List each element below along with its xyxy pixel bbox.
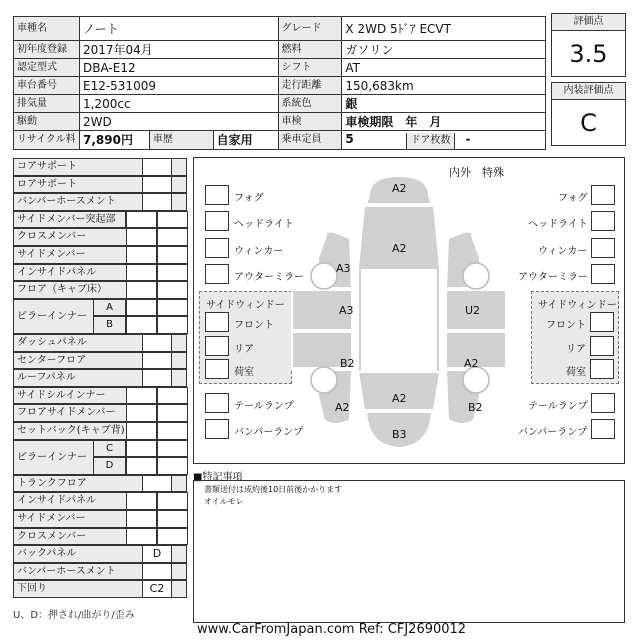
spec-value: 2WD — [79, 113, 278, 131]
part-rear-left-quarter: A2 — [335, 401, 350, 414]
frame-part-value — [157, 492, 188, 510]
bumperlamp-left-label: バンパーランプ — [234, 427, 304, 438]
spec-value: DBA-E12 — [79, 59, 278, 77]
diagram-title: 内外 特殊 — [449, 166, 504, 179]
frame-part-value — [142, 334, 172, 352]
spec-value-inspection: 車検期限 年 月 — [342, 113, 546, 131]
frame-part-value — [142, 158, 172, 176]
frame-part-label: バンパーホースメント — [13, 193, 187, 211]
spec-label: 走行距離 — [278, 77, 342, 95]
damage-diagram — [193, 157, 625, 464]
interior-score-label: 内装評価点 — [552, 83, 625, 100]
frame-part-value — [126, 228, 157, 246]
sw-cargo-left-label: 荷室 — [234, 367, 254, 378]
tail-right-label: テールランプ — [528, 401, 588, 412]
spec-label: 系統色 — [278, 95, 342, 113]
part-rear-left-door: B2 — [340, 357, 355, 370]
wheel-front-right — [463, 263, 489, 289]
frame-part-label: ロアサポート — [13, 176, 187, 194]
spec-value-model: ノート — [79, 17, 278, 41]
pillar-sub-label: A — [93, 299, 126, 317]
sw-front-left-label: フロント — [234, 320, 274, 331]
sw-front-right-label: フロント — [546, 320, 586, 331]
frame-part-value: C2 — [142, 580, 172, 598]
frame-part-value — [126, 264, 157, 282]
spec-value: 銀 — [342, 95, 546, 113]
overall-score-box — [551, 13, 626, 77]
frame-part-value — [126, 440, 157, 458]
spec-label: 排気量 — [14, 95, 80, 113]
frame-part-label: サイドシルインナー — [13, 387, 187, 405]
frame-part-value — [126, 211, 157, 229]
frame-part-value — [157, 387, 188, 405]
doors-value: - — [465, 132, 471, 146]
doors-label: ドア枚数 — [406, 133, 456, 149]
spec-value-capacity — [342, 131, 546, 150]
notes-line: オイルモレ — [204, 497, 244, 506]
spec-label: 乗車定員 — [278, 131, 342, 150]
frame-part-value — [126, 492, 157, 510]
notes-header: ■特記事項 — [193, 472, 243, 483]
spec-value: E12-531009 — [79, 77, 278, 95]
roof-center-panel — [360, 268, 438, 372]
frame-part-label: 下回り — [13, 580, 187, 598]
pillar-sub-label: B — [93, 316, 126, 334]
frame-part-value — [157, 246, 188, 264]
frame-part-value — [126, 246, 157, 264]
frame-part-value — [157, 404, 188, 422]
part-rear-right-quarter: B2 — [468, 401, 483, 414]
part-rear-top: A2 — [392, 392, 407, 405]
frame-part-value — [126, 510, 157, 528]
sw-rear-right-label: リア — [566, 344, 586, 355]
frame-part-label: ピラーインナー — [13, 440, 101, 475]
frame-part-value — [157, 457, 188, 475]
winker-right-label: ウィンカー — [538, 246, 588, 257]
frame-part-label: ピラーインナー — [13, 299, 101, 334]
frame-part-value — [126, 316, 157, 334]
notes-box — [193, 480, 625, 623]
spec-value: ガソリン — [342, 41, 546, 59]
part-front-left-fender: A3 — [336, 262, 351, 275]
frame-part-label: サイドメンバー — [13, 510, 187, 528]
frame-part-value — [126, 281, 157, 299]
part-rear-right-door: A2 — [464, 357, 479, 370]
frame-part-label: バックパネル — [13, 545, 187, 563]
frame-part-label: ダッシュパネル — [13, 334, 187, 352]
headlight-left-label: ヘッドライト — [234, 219, 294, 230]
frame-part-label: インサイドパネル — [13, 264, 187, 282]
frame-part-label: センターフロア — [13, 352, 187, 370]
legend-note: U、D：押され/曲がり/歪み — [13, 610, 135, 621]
frame-part-label: トランクフロア — [13, 475, 187, 493]
spec-value-recycle: 7,890円 — [79, 131, 149, 150]
wheel-rear-right — [463, 367, 489, 393]
part-trunk: B3 — [392, 428, 407, 441]
bumperlamp-right-label: バンパーランプ — [518, 427, 588, 438]
frame-part-label: コアサポート — [13, 158, 187, 176]
notes-line: 書類送付は成約後10日前後かかります — [204, 485, 343, 494]
footer-ref: www.CarFromJapan.com Ref: CFJ2690012 — [197, 622, 467, 637]
spec-value-grade: X 2WD 5ﾄﾞｱ ECVT — [342, 17, 546, 41]
winker-left-label: ウィンカー — [234, 246, 284, 257]
frame-part-value — [157, 440, 188, 458]
frame-part-value — [142, 176, 172, 194]
spec-label: 車歴 — [149, 131, 213, 150]
frame-part-value — [157, 528, 188, 546]
spec-label: 駆動 — [14, 113, 80, 131]
sw-rear-left-label: リア — [234, 344, 254, 355]
car-outline — [194, 158, 624, 463]
spec-label: 車検 — [278, 113, 342, 131]
fog-right-label: フォグ — [558, 193, 588, 204]
part-roof-front: A2 — [392, 242, 407, 255]
frame-part-label: セットバック(キャブ背) — [13, 422, 187, 440]
tail-left-label: テールランプ — [234, 401, 294, 412]
frame-part-value — [157, 281, 188, 299]
pillar-sub-label: C — [93, 440, 126, 458]
interior-score-value: C — [580, 109, 597, 137]
spec-value: 2017年04月 — [79, 41, 278, 59]
spec-value: 150,683km — [342, 77, 546, 95]
spec-value: 1,200cc — [79, 95, 278, 113]
frame-part-value — [126, 422, 157, 440]
fog-left-label: フォグ — [234, 193, 264, 204]
frame-part-value — [142, 193, 172, 211]
interior-score-box — [551, 82, 626, 146]
wheel-rear-left — [311, 367, 337, 393]
frame-part-value — [142, 369, 172, 387]
frame-part-value — [157, 422, 188, 440]
part-hood: A2 — [392, 182, 407, 195]
headlight-right-label: ヘッドライト — [528, 219, 588, 230]
frame-part-value — [157, 211, 188, 229]
roof-front-panel — [358, 206, 440, 268]
frame-part-value — [126, 457, 157, 475]
side-window-right-title: サイドウィンドー — [538, 300, 617, 311]
wheel-front-left — [311, 263, 337, 289]
frame-part-value — [157, 228, 188, 246]
part-front-right-door: U2 — [465, 304, 481, 317]
spec-label: 燃料 — [278, 41, 342, 59]
frame-part-value — [126, 387, 157, 405]
frame-part-label: バンパーホースメント — [13, 563, 187, 581]
frame-part-value — [157, 510, 188, 528]
frame-part-value — [126, 299, 157, 317]
pillar-sub-label: D — [93, 457, 126, 475]
frame-part-label: インサイドパネル — [13, 492, 187, 510]
part-front-left-door: A3 — [339, 304, 354, 317]
frame-part-value: D — [142, 545, 172, 563]
frame-part-value — [142, 563, 172, 581]
frame-part-value — [126, 404, 157, 422]
spec-value: AT — [342, 59, 546, 77]
frame-part-value — [142, 475, 172, 493]
frame-part-label: クロスメンバー — [13, 528, 187, 546]
spec-label: 車種名 — [14, 17, 80, 41]
frame-part-label: フロアサイドメンバー — [13, 404, 187, 422]
frame-part-value — [126, 528, 157, 546]
side-window-left-title: サイドウィンドー — [206, 300, 285, 311]
frame-part-value — [142, 352, 172, 370]
spec-label: グレード — [278, 17, 342, 41]
overall-score-value: 3.5 — [569, 40, 608, 68]
spec-label: シフト — [278, 59, 342, 77]
spec-label: 車台番号 — [14, 77, 80, 95]
overall-score-label: 評価点 — [552, 14, 625, 31]
frame-part-label: サイドメンバー突起部 — [13, 211, 126, 229]
capacity-value: 5 — [345, 132, 354, 146]
frame-part-value — [157, 299, 188, 317]
frame-part-label: クロスメンバー — [13, 228, 187, 246]
mirror-right-label: アウターミラー — [518, 272, 588, 283]
sw-cargo-right-label: 荷室 — [566, 367, 586, 378]
frame-part-label: フロア（キャブ床） — [13, 281, 187, 299]
spec-label: 認定型式 — [14, 59, 80, 77]
spec-label: 初年度登録 — [14, 41, 80, 59]
frame-part-label: ルーフパネル — [13, 369, 187, 387]
spec-label: リサイクル料 — [14, 131, 80, 150]
mirror-left-label: アウターミラー — [234, 272, 304, 283]
frame-part-value — [157, 264, 188, 282]
frame-part-label: サイドメンバー — [13, 246, 187, 264]
frame-part-value — [157, 316, 188, 334]
spec-table — [13, 16, 546, 150]
spec-value-history: 自家用 — [213, 131, 278, 150]
